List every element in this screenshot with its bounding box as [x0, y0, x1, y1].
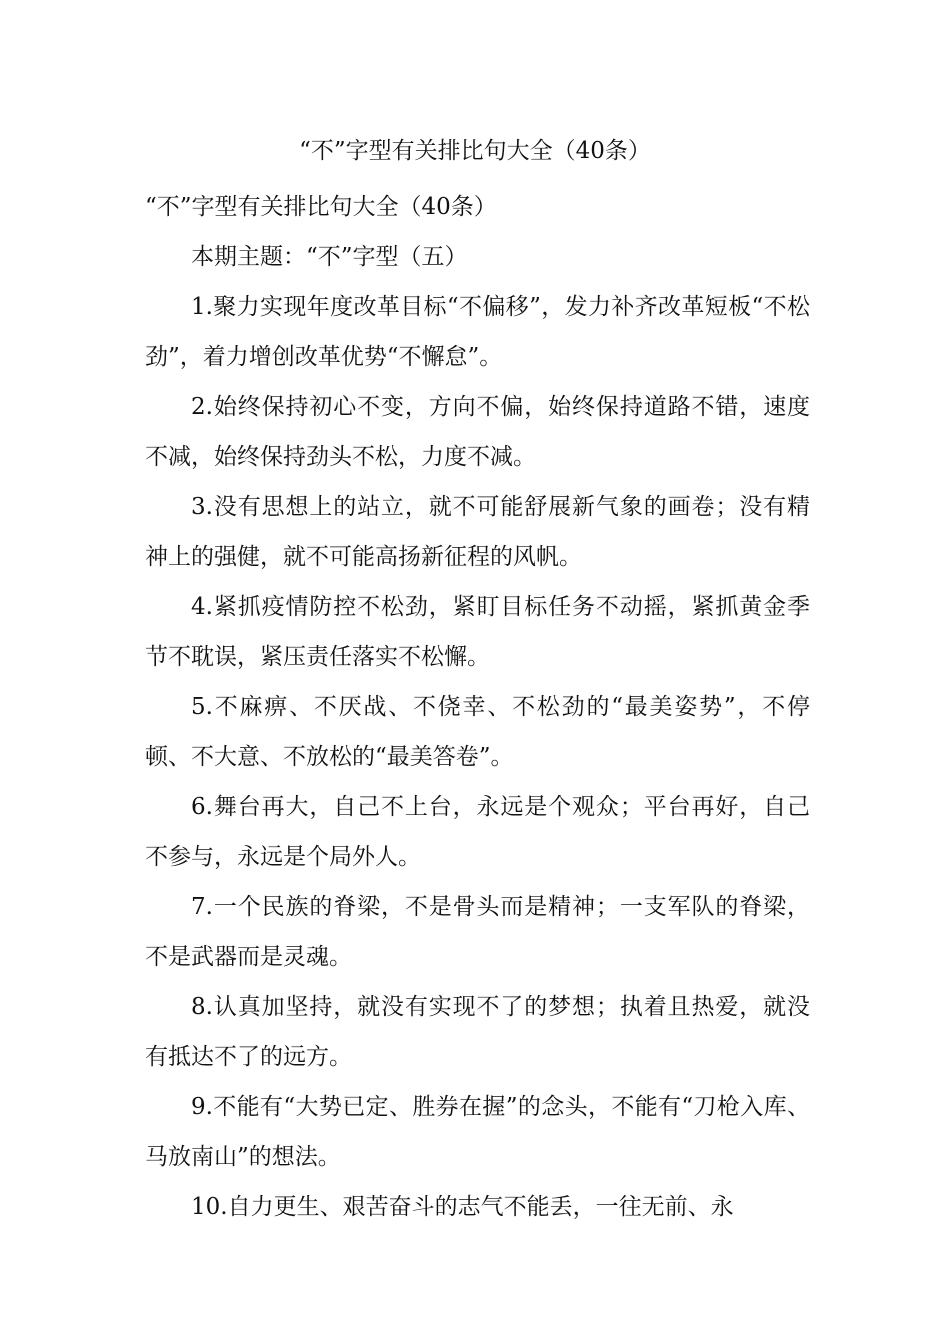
list-item-2: 2.始终保持初心不变，方向不偏，始终保持道路不错，速度不减，始终保持劲头不松，力度不减。 — [145, 394, 810, 470]
list-item-6: 6.舞台再大，自己不上台，永远是个观众；平台再好，自己不参与，永远是个局外人。 — [145, 794, 810, 870]
list-item-10: 10.自力更生、艰苦奋斗的志气不能丢，一往无前、永 — [191, 1194, 734, 1220]
list-item-4: 4.紧抓疫情防控不松劲，紧盯目标任务不动摇，紧抓黄金季节不耽误，紧压责任落实不松懈。 — [145, 594, 810, 670]
list-item-7: 7.一个民族的脊梁，不是骨头而是精神；一支军队的脊梁，不是武器而是灵魂。 — [145, 894, 810, 970]
list-item-8: 8.认真加坚持，就没有实现不了的梦想；执着且热爱，就没有抵达不了的远方。 — [145, 994, 810, 1070]
list-item-1: 1.聚力实现年度改革目标“不偏移”，发力补齐改革短板“不松劲”，着力增创改革优势“不懈怠”。 — [145, 294, 810, 370]
list-item-3: 3.没有思想上的站立，就不可能舒展新气象的画卷；没有精神上的强健，就不可能高扬新征程的风帆。 — [145, 494, 810, 570]
document-body — [145, 182, 810, 1232]
list-item-5: 5.不麻痹、不厌战、不侥幸、不松劲的“最美姿势”，不停顿、不大意、不放松的“最美答卷”。 — [145, 694, 810, 770]
document-subtitle: “不”字型有关排比句大全（40条） — [145, 194, 497, 220]
topic-line: 本期主题：“不”字型（五） — [191, 244, 468, 270]
list-item-9: 9.不能有“大势已定、胜券在握”的念头，不能有“刀枪入库、马放南山”的想法。 — [145, 1094, 810, 1170]
document-title: “不”字型有关排比句大全（40条） — [299, 138, 651, 164]
